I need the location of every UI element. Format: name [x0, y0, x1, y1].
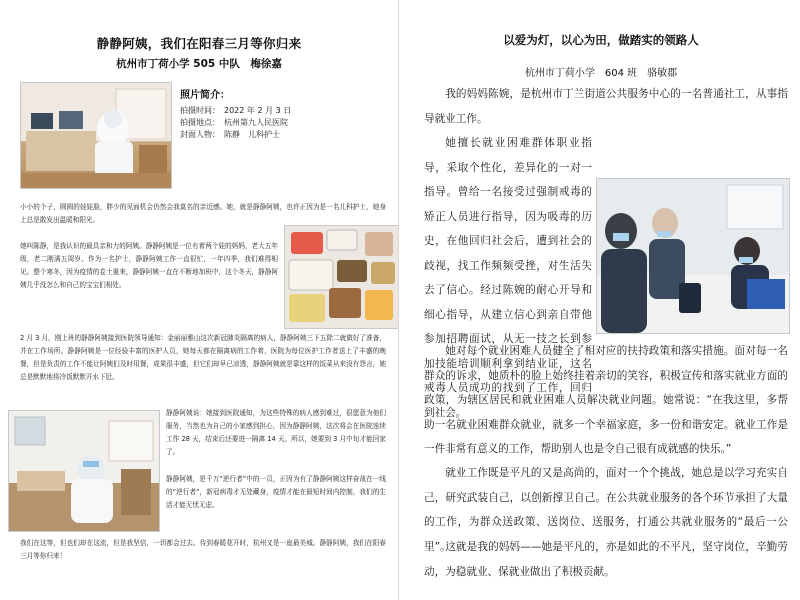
right-article-byline: 杭州市丁荷小学 604 班 骆敏郡	[524, 68, 678, 79]
left-paragraph-2: 她叫陈静，是我认识的最具亲和力的阿姨。静静阿姨是一位有着两个娃的妈妈，老大五年级，老二刚满五周岁。作为一名护士，静静阿姨工作一直很忙，一年四季，我们难得相见。整个寒冬，因为疫情的卷土重来，静静阿姨一直在不断地加班中，这个冬天，静静阿姨几乎没怎么和自己的宝宝们相处。	[20, 242, 278, 289]
photo-info-heading: 照片简介：	[180, 90, 230, 101]
nurse-workstation-photo	[20, 82, 172, 189]
left-article-byline: 杭州市丁荷小学 505 中队 梅徐嘉	[116, 58, 282, 70]
right-page	[402, 0, 800, 600]
nurse-ward-photo	[8, 410, 160, 532]
photo-info-person: 封面人物： 陈静 儿科护士	[180, 130, 280, 139]
right-paragraph-2-text: 她擅长就业困难群体职业指导，采取个性化，差异化的一对一指导。曾给一名接受过强制戒毒的矫正人员进行指导，因为吸毒的历史，在他回归社会后，遭到社会的歧视，找工作频频受挫，对生活失去了信心。经过陈婉的耐心开导和细心指导，从建立信心到亲自带他参加招聘面试，从无一技之长到参加技能培训顺利拿到结业证，这名戒毒人员成功的找到了工作，回归到社会。	[424, 137, 592, 419]
photo-info-date: 拍摄时间： 2022 年 2 月 3 日	[180, 106, 292, 115]
right-paragraph-5: 这就是我的妈妈——她是平凡的，亦是如此的不平凡，坚守岗位，辛勤劳动，为稳就业、保就业做出了积极贡献。	[424, 541, 788, 578]
left-paragraph-5: 静静阿姨，是千万“逆行者”中的一员，正因为有了静静阿姨这样奋战在一线的“逆行者”，新冠病毒才无处藏身，疫情才能在最短时间内控制，我们的生活才能无忧无虑。	[166, 475, 386, 509]
left-paragraph-4: 静静阿姨说：她接到医院通知，为这些特殊的病人感到难过，很愿意为他们服务，当然也为自己的小家感到担心，因为静静阿姨，这次将会在医院连续工作 28 天，结束后还要进一隔离 14 天。所以，她要到 3 月中旬才能回家了。	[166, 409, 386, 456]
left-article-title: 静静阿姨，我们在阳春三月等你归来	[96, 36, 302, 51]
consultation-office-photo	[596, 178, 790, 334]
left-paragraph-3: 2 月 3 月，刚上班的静静阿姨接到医院领导通知：金丽丽雅山这次新冠肺炎隔离的病人，静静阿姨三下五除二就做好了准备，并在工作场所。静静阿姨是一位经验丰富的医护人员，她每天都在隔离病的工作着，医院为每位医护工作者送上了丰盛的晚餐，但是负责的工作不能让阿姨们及时用餐，或果很丰盛，但它们却早已凉透，静静阿姨就是靠这样的饭菜从来没有怨言，她总是默默地将冷饭默默开水下肚。	[20, 334, 386, 381]
right-paragraph-4: 就业工作既是平凡的又是高尚的，面对一个个挑战，她总是以学习充实自己，研究武装自己，以创新撑卫自己。在公共就业服务的各个环节承担了大量的工作，为群众送政策、送岗位、送服务，打通公共就业服务的“最后一公里”。	[424, 467, 788, 553]
left-page	[0, 0, 399, 600]
meal-boxes-photo	[284, 225, 399, 329]
left-paragraph-6: 我们在这等，但也们却在这流，但是我坚信，一切都会过去。待到春暖花开时，杭州又是一座最美城。静静阿姨，我们在阳春三月等你归来！	[20, 539, 386, 560]
photo-info-location: 拍摄地点： 杭州第九人民医院	[180, 118, 288, 127]
right-paragraph-1: 我的妈妈陈婉，是杭州市丁兰街道公共服务中心的一名普通社工，从事指导就业工作。	[424, 88, 788, 125]
right-paragraph-3: 她对每个就业困难人员健全了相对应的扶持政策和落实措施。面对每一名群众的诉求，她质朴的脸上始终挂着亲切的笑容，积极宣传和落实就业方面的政策，为辖区居民和就业困难人员解决就业问题。她常说：“在我这里，多帮助一名就业困难群众就业，就多一个幸福家庭，多一份和谐安定。就业工作是一件非常有意义的工作，帮助别人也是令自己很有成就感的快乐。”	[424, 345, 788, 455]
right-article-title: 以爱为灯，以心为田，做踏实的领路人	[503, 33, 699, 47]
left-paragraph-1: 小小的个子，圆圆的娃娃脸，胖少的见面机会仍然会我莫名的亲近感。她，就是静静阿姨，也许正因为是一名儿科护士，她身上总是散发出温暖和阳光。	[20, 203, 386, 224]
